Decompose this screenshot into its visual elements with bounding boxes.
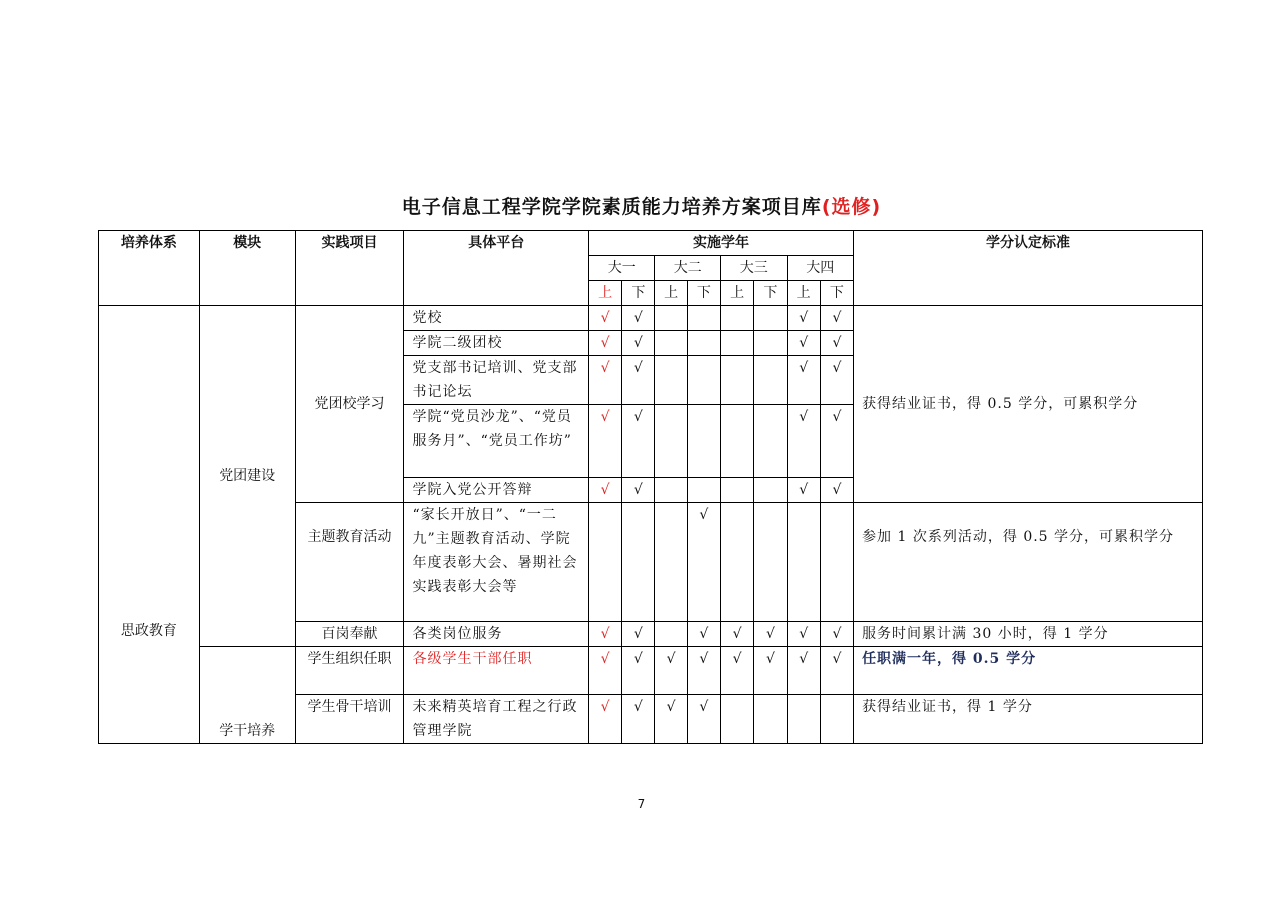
- check-mark-icon: √: [799, 360, 809, 376]
- standard-cell: 任职满一年，得 0.5 学分: [854, 647, 1203, 695]
- check-mark-icon: √: [699, 626, 709, 642]
- check-cell: [622, 331, 655, 356]
- check-cell: [721, 405, 754, 478]
- check-cell: [687, 331, 720, 356]
- header-year: 实施学年: [588, 231, 853, 256]
- check-cell: [721, 478, 754, 503]
- check-cell: [588, 478, 621, 503]
- table-row: [99, 647, 1203, 695]
- check-cell: [687, 405, 720, 478]
- header-sem-down: 下: [622, 281, 655, 306]
- standard-cell: 获得结业证书，得 0.5 学分，可累积学分: [854, 306, 1203, 503]
- check-cell: [721, 647, 754, 695]
- check-mark-icon: √: [832, 482, 842, 498]
- check-cell: [754, 478, 787, 503]
- standard-cell: 服务时间累计满 30 小时，得 1 学分: [854, 622, 1203, 647]
- check-mark-icon: √: [666, 699, 676, 715]
- check-cell: [588, 622, 621, 647]
- check-mark-icon: √: [799, 310, 809, 326]
- check-mark-icon: √: [600, 699, 610, 715]
- check-mark-icon: √: [799, 409, 809, 425]
- check-cell: [655, 478, 687, 503]
- check-cell: [754, 331, 787, 356]
- check-cell: [622, 622, 655, 647]
- check-cell: [588, 503, 621, 622]
- platform-cell: 未来精英培育工程之行政管理学院: [404, 695, 589, 744]
- check-cell: [721, 356, 754, 405]
- check-cell: [588, 306, 621, 331]
- header-sem-down: 下: [820, 281, 853, 306]
- check-mark-icon: √: [600, 626, 610, 642]
- check-cell: [820, 306, 853, 331]
- check-mark-icon: √: [600, 335, 610, 351]
- check-cell: [655, 503, 687, 622]
- header-project: 实践项目: [295, 231, 404, 306]
- page-number: 7: [637, 797, 646, 811]
- project-cell: 百岗奉献: [295, 622, 404, 647]
- check-cell: [787, 306, 820, 331]
- module-cell: 党团建设: [199, 306, 295, 647]
- check-cell: [622, 306, 655, 331]
- check-mark-icon: √: [832, 360, 842, 376]
- check-cell: [588, 331, 621, 356]
- platform-cell: “家长开放日”、“一二九”主题教育活动、学院年度表彰大会、暑期社会实践表彰大会等: [404, 503, 589, 622]
- check-mark-icon: √: [633, 651, 643, 667]
- check-cell: [721, 622, 754, 647]
- check-cell: [655, 306, 687, 331]
- check-mark-icon: √: [666, 651, 676, 667]
- check-cell: [655, 356, 687, 405]
- header-sem-up: 上: [655, 281, 687, 306]
- check-cell: [820, 356, 853, 405]
- check-cell: [622, 478, 655, 503]
- check-cell: [787, 503, 820, 622]
- check-mark-icon: √: [765, 651, 775, 667]
- check-cell: [820, 695, 853, 744]
- check-cell: [820, 478, 853, 503]
- header-sem-up: 上: [787, 281, 820, 306]
- check-mark-icon: √: [832, 335, 842, 351]
- check-cell: [655, 331, 687, 356]
- system-cell: 思政教育: [99, 306, 200, 744]
- check-mark-icon: √: [799, 482, 809, 498]
- header-system: 培养体系: [99, 231, 200, 306]
- header-year-4: 大四: [787, 256, 854, 281]
- project-cell: 党团校学习: [295, 306, 404, 503]
- check-cell: [721, 503, 754, 622]
- check-cell: [754, 405, 787, 478]
- check-cell: [721, 695, 754, 744]
- check-cell: [787, 622, 820, 647]
- check-mark-icon: √: [600, 651, 610, 667]
- check-cell: [687, 478, 720, 503]
- check-mark-icon: √: [600, 409, 610, 425]
- standard-cell: 参加 1 次系列活动，得 0.5 学分，可累积学分: [854, 503, 1203, 622]
- check-mark-icon: √: [765, 626, 775, 642]
- check-cell: [622, 405, 655, 478]
- check-cell: [787, 647, 820, 695]
- module-cell: 学干培养: [199, 647, 295, 744]
- check-cell: [787, 405, 820, 478]
- check-cell: [687, 622, 720, 647]
- check-cell: [687, 306, 720, 331]
- check-mark-icon: √: [633, 409, 643, 425]
- header-year-1: 大一: [588, 256, 655, 281]
- check-mark-icon: √: [699, 651, 709, 667]
- check-cell: [787, 356, 820, 405]
- check-cell: [754, 622, 787, 647]
- platform-cell: 学院“党员沙龙”、“党员服务月”、“党员工作坊”: [404, 405, 589, 478]
- header-sem-down: 下: [754, 281, 787, 306]
- check-cell: [588, 405, 621, 478]
- header-sem-up: 上: [588, 281, 621, 306]
- header-sem-up: 上: [721, 281, 754, 306]
- check-mark-icon: √: [732, 651, 742, 667]
- check-mark-icon: √: [633, 699, 643, 715]
- platform-cell: 各类岗位服务: [404, 622, 589, 647]
- check-mark-icon: √: [832, 409, 842, 425]
- check-mark-icon: √: [699, 699, 709, 715]
- check-cell: [687, 503, 720, 622]
- check-mark-icon: √: [799, 626, 809, 642]
- project-cell: 学生骨干培训: [295, 695, 404, 744]
- check-cell: [721, 306, 754, 331]
- standard-cell: 获得结业证书，得 1 学分: [854, 695, 1203, 744]
- platform-cell: 学院入党公开答辩: [404, 478, 589, 503]
- check-mark-icon: √: [633, 482, 643, 498]
- check-cell: [754, 695, 787, 744]
- title-suffix: (选修): [821, 196, 882, 218]
- check-mark-icon: √: [633, 626, 643, 642]
- platform-cell: 党支部书记培训、党支部书记论坛: [404, 356, 589, 405]
- check-cell: [687, 647, 720, 695]
- title-main: 电子信息工程学院学院素质能力培养方案项目库: [401, 196, 822, 218]
- check-cell: [754, 356, 787, 405]
- check-cell: [754, 503, 787, 622]
- check-cell: [655, 647, 687, 695]
- check-mark-icon: √: [799, 651, 809, 667]
- check-cell: [721, 331, 754, 356]
- check-mark-icon: √: [600, 310, 610, 326]
- check-cell: [787, 478, 820, 503]
- table-row: [99, 306, 1203, 331]
- check-mark-icon: √: [633, 310, 643, 326]
- check-cell: [622, 695, 655, 744]
- check-mark-icon: √: [633, 360, 643, 376]
- platform-cell: 学院二级团校: [404, 331, 589, 356]
- header-row: [99, 231, 1203, 256]
- platform-cell: 各级学生干部任职: [404, 647, 589, 695]
- header-year-3: 大三: [721, 256, 788, 281]
- check-mark-icon: √: [633, 335, 643, 351]
- check-cell: [820, 647, 853, 695]
- header-year-2: 大二: [655, 256, 721, 281]
- check-cell: [754, 306, 787, 331]
- check-mark-icon: √: [600, 482, 610, 498]
- check-cell: [655, 622, 687, 647]
- check-cell: [787, 695, 820, 744]
- platform-cell: 党校: [404, 306, 589, 331]
- check-cell: [622, 647, 655, 695]
- check-mark-icon: √: [799, 335, 809, 351]
- check-cell: [820, 331, 853, 356]
- check-mark-icon: √: [699, 507, 709, 523]
- check-cell: [787, 331, 820, 356]
- project-cell: 学生组织任职: [295, 647, 404, 695]
- check-cell: [588, 356, 621, 405]
- check-cell: [588, 695, 621, 744]
- header-platform: 具体平台: [404, 231, 589, 306]
- page-title: [0, 192, 1283, 219]
- check-mark-icon: √: [832, 310, 842, 326]
- check-mark-icon: √: [732, 626, 742, 642]
- check-cell: [588, 647, 621, 695]
- check-cell: [754, 647, 787, 695]
- check-cell: [687, 695, 720, 744]
- check-mark-icon: √: [832, 626, 842, 642]
- check-mark-icon: √: [832, 651, 842, 667]
- check-cell: [687, 356, 720, 405]
- check-cell: [655, 405, 687, 478]
- header-sem-down: 下: [687, 281, 720, 306]
- check-cell: [820, 405, 853, 478]
- header-standard: 学分认定标准: [854, 231, 1203, 306]
- check-cell: [820, 622, 853, 647]
- check-cell: [622, 503, 655, 622]
- check-cell: [622, 356, 655, 405]
- header-module: 模块: [199, 231, 295, 306]
- check-cell: [655, 695, 687, 744]
- check-mark-icon: √: [600, 360, 610, 376]
- check-cell: [820, 503, 853, 622]
- project-cell: 主题教育活动: [295, 503, 404, 622]
- project-table: [98, 230, 1203, 744]
